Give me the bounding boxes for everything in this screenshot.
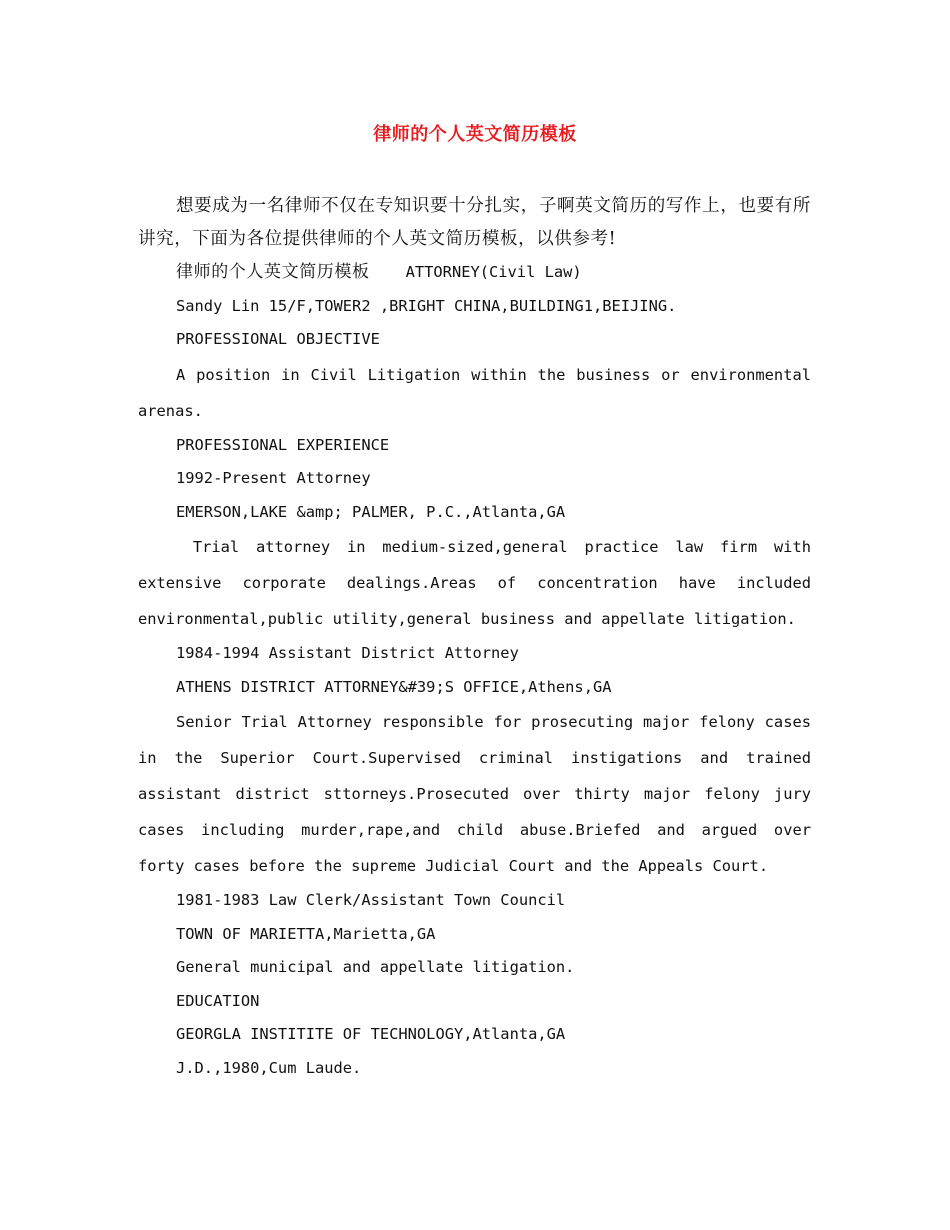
degree-line: J.D.,1980,Cum Laude. [176, 1058, 362, 1077]
document-title: 律师的个人英文简历模板 [373, 124, 577, 145]
contact-line: Sandy Lin 15/F,TOWER2 ,BRIGHT CHINA,BUILDING1,BEIJING. [176, 296, 677, 315]
intro-paragraph: 想要成为一名律师不仅在专知识要十分扎实，子啊英文简历的写作上，也要有所讲究，下面为各位提供律师的个人英文简历模板，以供参考! [138, 196, 811, 249]
job-1-employer: EMERSON,LAKE &amp; PALMER, P.C.,Atlanta,GA [176, 502, 566, 521]
job-2-description: Senior Trial Attorney responsible for prosecuting major felony cases in the Superior Court.Supervised criminal instigations and trained assistant district sttorneys.Prosecuted over thirty major felony jury cases including murder,rape,and child abuse.Briefed and argued over forty cases before the supreme Judicial Court and the Appeals Court. [138, 713, 811, 875]
education-label: EDUCATION [176, 991, 260, 1010]
resume-heading-en: ATTORNEY(Civil Law) [405, 263, 582, 281]
job-2-period-role: 1984-1994 Assistant District Attorney [176, 644, 519, 662]
school-line: GEORGLA INSTITITE OF TECHNOLOGY,Atlanta,GA [176, 1025, 566, 1043]
job-3-employer: TOWN OF MARIETTA,Marietta,GA [176, 924, 436, 943]
objective-label: PROFESSIONAL OBJECTIVE [176, 330, 380, 348]
resume-heading [138, 256, 811, 290]
experience-label: PROFESSIONAL EXPERIENCE [176, 435, 390, 454]
resume-heading-cn: 律师的个人英文简历模板 [176, 262, 370, 282]
job-1-period-role: 1992-Present Attorney [176, 469, 371, 487]
job-2-employer: ATHENS DISTRICT ATTORNEY&#39;S OFFICE,Athens,GA [176, 677, 612, 696]
document-body [138, 190, 821, 1085]
job-3-period-role: 1981-1983 Law Clerk/Assistant Town Council [176, 891, 566, 909]
job-1-description: Trial attorney in medium-sized,general practice law firm with extensive corporate dealings.Areas of concentration have included environmental,public utility,general business and appellate litigation. [138, 538, 821, 628]
objective-text: A position in Civil Litigation within the business or environmental arenas. [138, 365, 811, 420]
job-3-description: General municipal and appellate litigation. [176, 958, 575, 976]
